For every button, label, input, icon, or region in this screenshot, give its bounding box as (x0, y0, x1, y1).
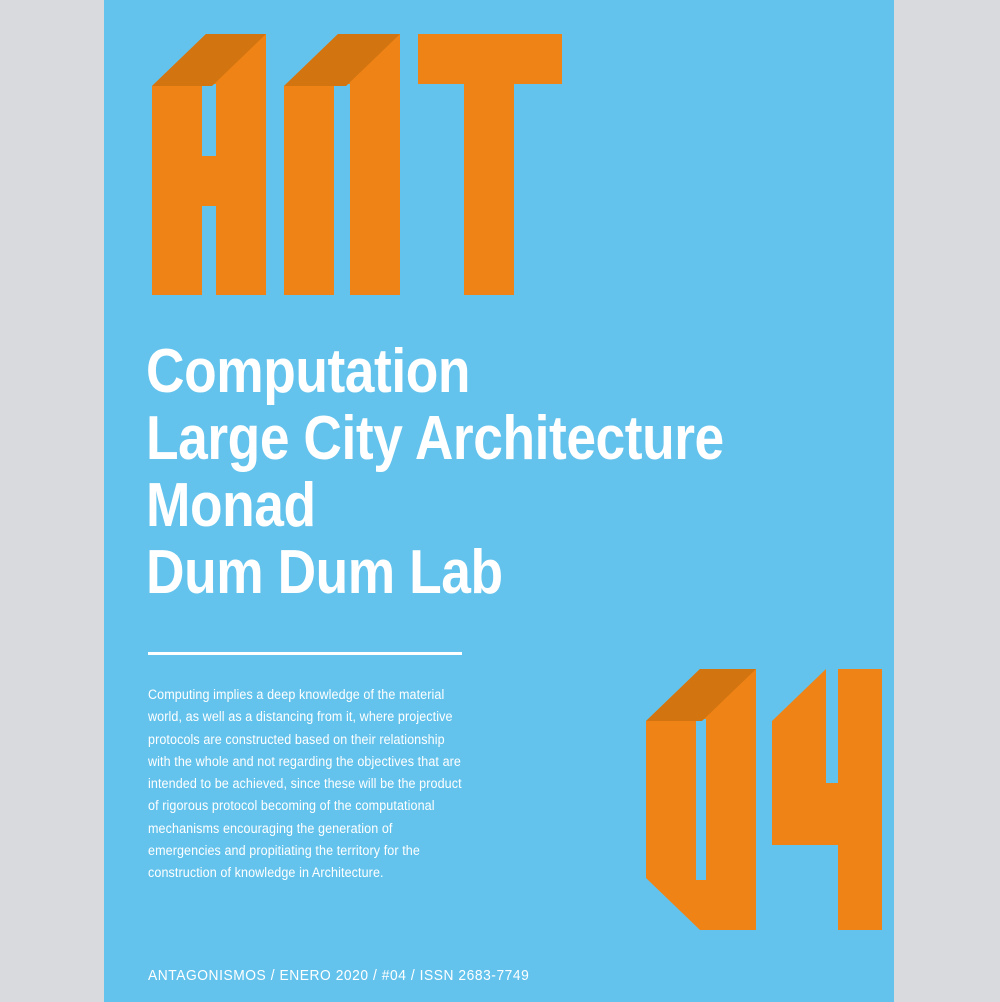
title-line-1: Computation (146, 337, 471, 406)
ant-wordmark-logo (144, 20, 564, 295)
abstract-text: Computing implies a deep knowledge of the material world, as well as a distancing from it, where projective protocols are constructed based on their relationship with the whole and not regarding the objectives that are intended to be achieved, since these will be the product of rigorous protocol becoming of the computational mechanisms encouraging the generation of emergencies and propitiating the territory for the construction of knowledge in Architecture. (148, 687, 462, 881)
issue-number-graphic (644, 655, 884, 930)
divider-rule (148, 652, 462, 655)
footer-imprint: ANTAGONISMOS / ENERO 2020 / #04 / ISSN 2683-7749 (148, 967, 530, 984)
title-line-4: Dum Dum Lab (146, 538, 503, 607)
poster-cover (104, 0, 894, 1002)
title-line-2: Large City Architecture (146, 404, 724, 473)
title-block (146, 338, 846, 606)
title-line-3: Monad (146, 471, 316, 540)
